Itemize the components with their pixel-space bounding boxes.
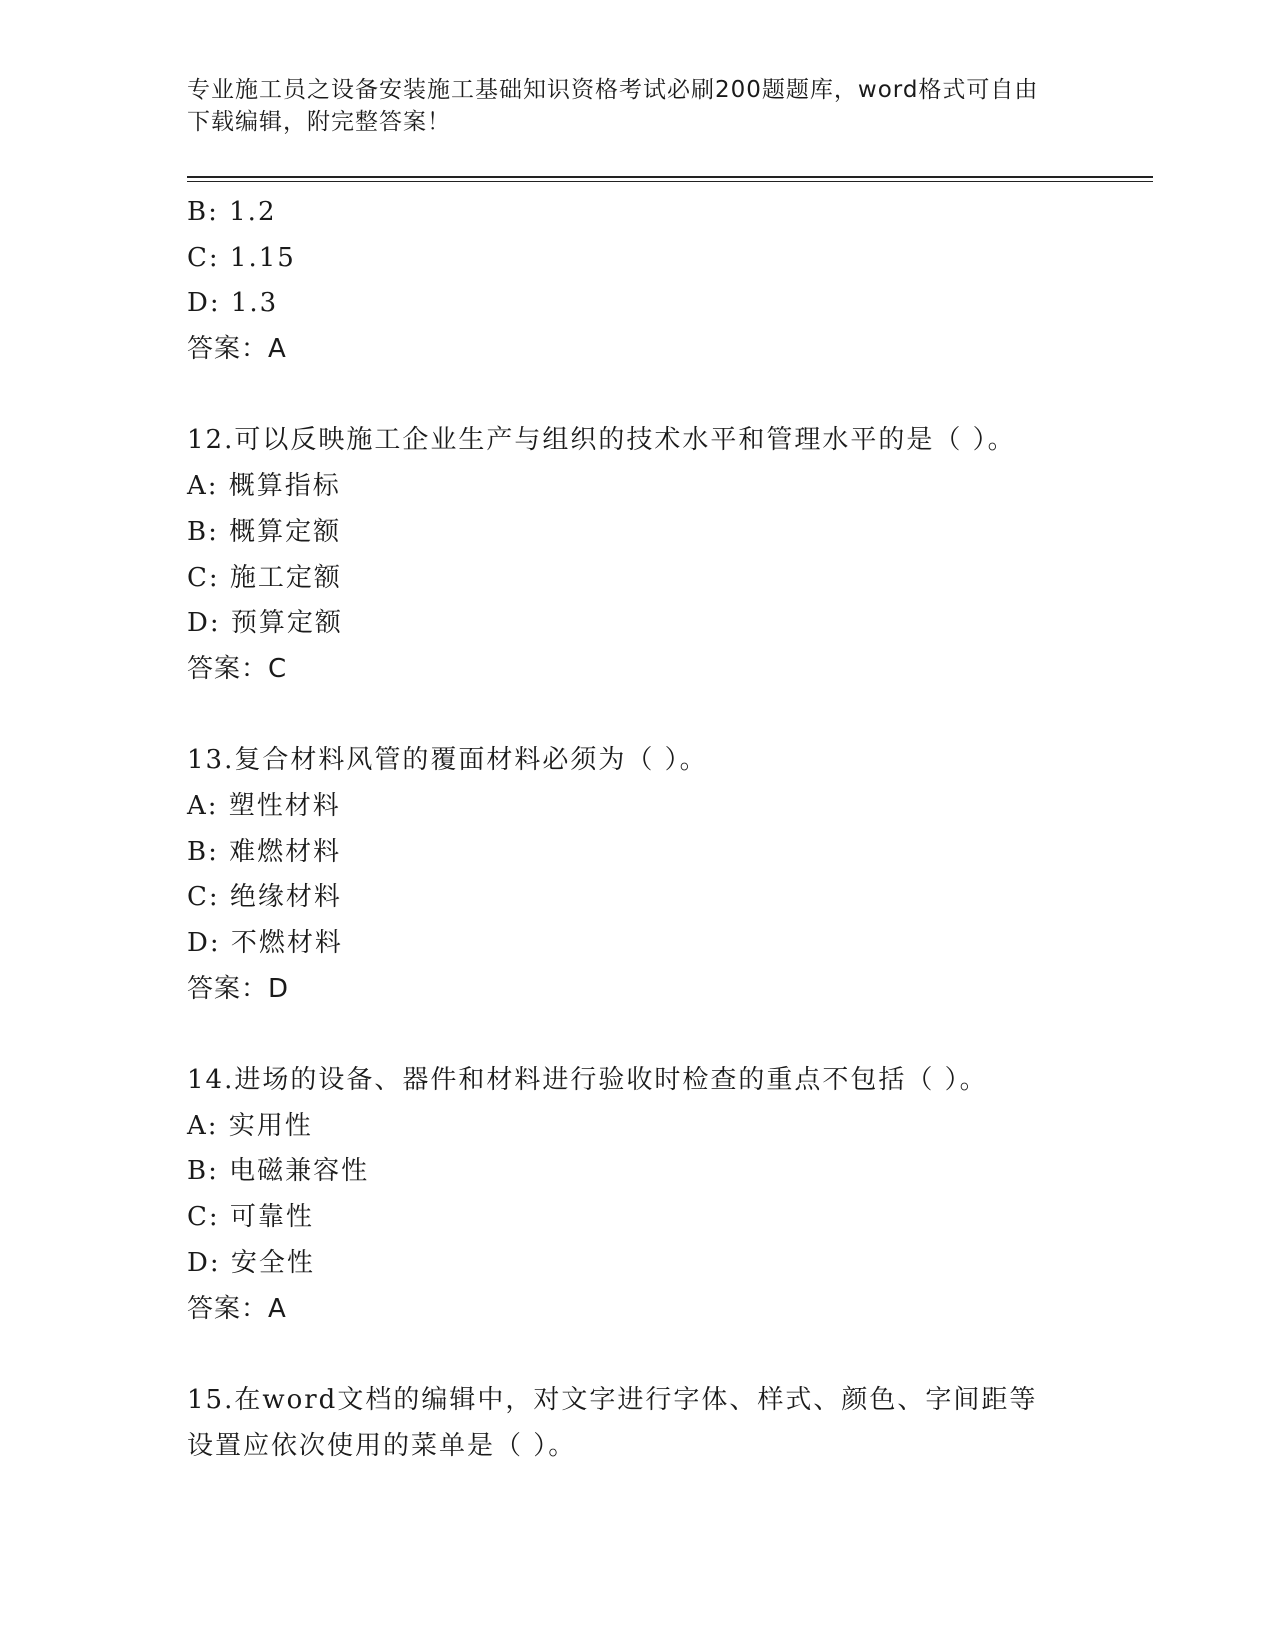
option-c: C: 可靠性 [187,1202,314,1233]
option-a: A: 塑性材料 [187,790,341,821]
option-b: B: 概算定额 [187,516,342,547]
question-list [187,190,1137,1469]
header-line-1: 专业施工员之设备安装施工基础知识资格考试必刷200题题库，word格式可自由 [187,77,1039,103]
option-c: C: 施工定额 [187,562,342,593]
question-text-line-2: 设置应依次使用的菜单是（ ）。 [187,1430,577,1461]
answer: 答案：A [187,1293,287,1324]
option-b: B: 1.2 [187,197,277,227]
answer: 答案：C [187,653,288,684]
answer: 答案：D [187,973,290,1004]
option-a: A: 实用性 [187,1110,313,1141]
option-d: D: 不燃材料 [187,928,343,958]
question-13 [187,738,1137,1012]
question-text: 14.进场的设备、器件和材料进行验收时检查的重点不包括（ ）。 [187,1065,988,1096]
question-text: 12.可以反映施工企业生产与组织的技术水平和管理水平的是（ ）。 [187,425,1016,456]
question-text-line-1: 15.在word文档的编辑中，对文字进行字体、样式、颜色、字间距等 [187,1384,1038,1415]
option-d: D: 预算定额 [187,608,343,639]
question-text: 13.复合材料风管的覆面材料必须为（ ）。 [187,745,708,776]
option-b: B: 电磁兼容性 [187,1156,370,1187]
option-c: C: 1.15 [187,242,296,273]
question-11-tail [187,190,1137,373]
header-rule-thin [187,181,1153,182]
header-rule-thick [187,176,1153,178]
question-15 [187,1378,1137,1469]
header-line-2: 下载编辑，附完整答案！ [187,109,451,135]
document-header [187,74,1087,138]
option-d: D: 1.3 [187,288,279,319]
answer: 答案：A [187,334,287,365]
question-12 [187,418,1137,692]
option-c: C: 绝缘材料 [187,882,342,913]
option-d: D: 安全性 [187,1247,315,1278]
option-a: A: 概算指标 [187,471,341,502]
question-14 [187,1058,1137,1332]
option-b: B: 难燃材料 [187,836,342,867]
